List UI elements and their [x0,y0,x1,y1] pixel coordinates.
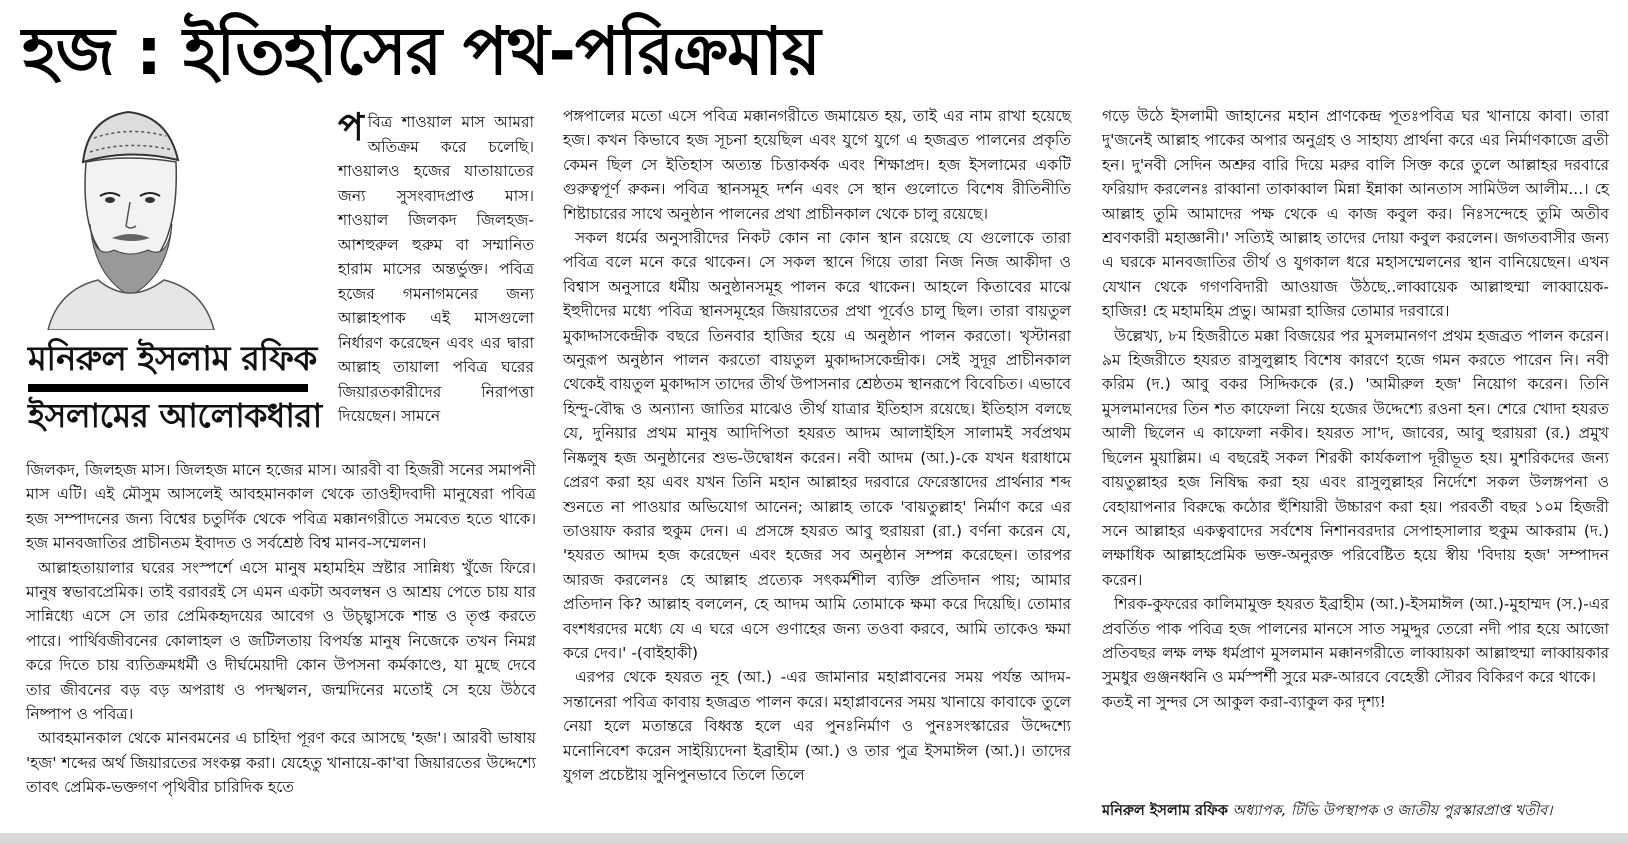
article-column-2 [563,104,1071,787]
byline-divider [28,384,308,392]
credit-name: মনিরুল ইসলাম রফিক [1102,803,1228,819]
paragraph: আবহমানকাল থেকে মানবমনের এ চাহিদা পূরণ করে আসছে 'হজ'। আরবী ভাষায় 'হজ' শব্দের অর্থ জিয়ারতের সংকল্প করা। যেহেতু খানায়ে-কা'বা জিয়ারতের উদ্দেশ্যে তাবৎ প্রেমিক-ভক্তগণ পৃথিবীর চারিদিক হতে [26,729,536,797]
column-title: ইসলামের আলোকধারা [28,396,322,435]
paragraph: শিরক-কুফরের কালিমামুক্ত হযরত ইব্রাহীম (আ.)-ইসমাঈল (আ.)-মুহাম্মদ (স.)-এর প্রবর্তিত পাক পবিত্র হজ পালনের মানসে সাত সমুদ্দুর তেরো নদী পার হয়ে আজো প্রতিবছর লক্ষ লক্ষ ধর্মপ্রাণ মুসলমান মক্কানগরীতে লাব্বায়কা আল্লাহুম্মা লাব্বায়কার সুমধুর গুঞ্জনধ্বনি ও মর্মস্পর্শী সুরে মরু-আরবে বেহেস্তী সৌরব বিকিরণ করে থাকে। [1102,595,1609,687]
intro-paragraph [338,105,534,429]
paragraph: জিলকদ, জিলহজ মাস। জিলহজ মানে হজের মাস। আরবী বা হিজরী সনের সমাপনী মাস এটি। এই মৌসুম আসলেই আবহমানকাল থেকে তাওহীদবাদী মানুষেরা পবিত্র হজ সম্পাদনের জন্য বিশ্বের চতুর্দিক থেকে পবিত্র মক্কানগরীতে সমবেত হতে থাকে। হজ মানবজাতির প্রাচীনতম ইবাদত ও সর্বশ্রেষ্ঠ বিশ্ব মানব-সম্মেলন। [26,461,536,553]
paragraph: উল্লেখ্য, ৮ম হিজরীতে মক্কা বিজয়ের পর মুসলমানগণ প্রথম হজব্রত পালন করেন। ৯ম হিজরীতে হযরত রাসুলুল্লাহ বিশেষ কারণে হজে গমন করতে পারেন নি। নবী করিম (দ.) আবু বকর সিদ্দিককে (র.) 'আমীরুল হজ' নিয়োগ করেন। তিনি মুসলমানদের তিন শত কাফেলা নিয়ে হজের উদ্দেশ্যে রওনা হন। শেরে খোদা হযরত আলী ছিলেন এ কাফেলা নকীব। হযরত সা'দ, জাবের, আবু হুরায়রা (র.) প্রমুখ ছিলেন মুয়াল্লিম। এ বছরেই সকল শিরকী কার্যকলাপ দূরীভূত হয়। মুশরিকদের জন্য বায়তুল্লাহর হজ নিষিদ্ধ করা হয় এবং রাসুলুল্লাহর নির্দেশে সকল উলঙ্গপনা ও বেহায়াপনার বিরুদ্ধে কঠোর হুঁশিয়ারী উচ্চারণ করা হয়। পরবর্তী বছর ১০ম হিজরী সনে আল্লাহর একত্ববাদের সর্বশেষ নিশানবরদার সেপাহসালার হুকুম আকরাম (দ.) লক্ষাধিক আল্লাহপ্রেমিক ভক্ত-অনুরক্ত পরিবেষ্টিত হয়ে স্বীয় 'বিদায় হজ' সম্পাদন করেন। [1102,326,1609,589]
page-bottom-bar [0,833,1628,843]
credit-role: অধ্যাপক, টিভি উপস্থাপক ও জাতীয় পুরস্কারপ্রাপ্ত খতীব। [1227,803,1553,819]
paragraph: গড়ে উঠে ইসলামী জাহানের মহান প্রাণকেন্দ্র পূতঃপবিত্র ঘর খানায়ে কাবা। তারা দু'জনেই আল্লাহ পাকের অপার অনুগ্রহ ও সাহায্য প্রার্থনা করে এর নির্মাণকাজে ব্রতী হন। দু'নবী সেদিন অশ্রুর বারি দিয়ে মরুর বালি সিক্ত করে তুলে আল্লাহর দরবারে ফরিয়াদ করলেনঃ রাব্বানা তাকাব্বাল মিন্না ইন্নাকা আনতাস সামিউল আলীম...। হে আল্লাহ তুমি আমাদের পক্ষ থেকে এ কাজ কবুল কর। নিঃসন্দেহে তুমি অতীব শ্রবণকারী মহাজ্ঞানী।' সত্যিই আল্লাহ তাদের দোয়া কবুল করলেন। জগতবাসীর জন্য এ ঘরকে মানবজাতির তীর্থ ও যুগকাল ধরে মহাসম্মেলনের স্থান বানিয়েছেন। এখন যেখান থেকে গগণবিদারী আওয়াজ উঠছে..লাব্বায়েক আল্লাহুম্মা লাব্বায়েক- হাজির! হে মহামহিম প্রভু। আমরা হাজির তোমার দরবারে। [1102,107,1609,321]
paragraph: আল্লাহতায়ালার ঘরের সংস্পর্শে এসে মানুষ মহামহিম স্রষ্টার সান্নিধ্য খুঁজে ফিরে। মানুষ স্বভাবপ্রেমিক। তাই বরাবরই সে এমন একটা অবলম্বন ও আশ্রয় পেতে চায় যার সান্নিধ্যে এসে সে তার প্রেমিকহৃদয়ের আবেগ ও উচ্ছ্বাসকে শান্ত ও তৃপ্ত করতে পারে। পার্থিবজীবনের কোলাহল ও জটিলতায় বিপর্যস্ত মানুষ নিজেকে তখন নিমগ্ন করে দিতে চায় ব্যতিক্রমধর্মী ও দীর্ঘমেয়াদী কোন উপসনা কর্মকাণ্ডে, যা মুছে দেবে তার জীবনের বড় বড় অপরাধ ও পদস্খলন, জন্মদিনের মতোই সে হয়ে উঠবে নিষ্পাপ ও পবিত্র। [26,558,536,724]
headline: হজ : ইতিহাসের পথ-পরিক্রমায় [22,13,820,90]
dropcap: প [338,105,364,149]
paragraph: এরপর থেকে হযরত নূহ (আ.) -এর জামানার মহাপ্লাবনের সময় পর্যন্ত আদম-সন্তানেরা পবিত্র কাবায় হজব্রত পালন করে। মহাপ্লাবনের সময় খানায়ে কাবাকে তুলে নেয়া হলে মতান্তরে বিধ্বস্ত হলে এর পুনঃনির্মাণ ও পুনঃসংস্কারের উদ্দেশ্যে মনোনিবেশ করেন সাইয়্যিদেনা ইব্রাহীম (আ.) ও তার পুত্র ইসমাঈল (আ.)। তাদের যুগল প্রচেষ্টায় সুনিপুনভাবে তিলে তিলে [563,668,1071,784]
paragraph: সকল ধর্মের অনুসারীদের নিকট কোন না কোন স্থান রয়েছে যে গুলোকে তারা পবিত্র বলে মনে করে থাকেন। সে সকল স্থানে গিয়ে তারা নিজ নিজ আকীদা ও বিশ্বাস অনুসারে ধর্মীয় অনুষ্ঠানসমূহ পালন করে থাকেন। আহলে কিতাবের মাঝে ইহুদীদের মধ্যে পবিত্র স্থানসমূহের জিয়ারতের প্রথা পূর্বেও চালু ছিল। তারা বায়তুল মুকাদ্দাসকেন্দ্রীক বছরে তিনবার হাজির হয়ে এ অনুষ্ঠান পালন করতো। খৃস্টানরা অনুরূপ অনুষ্ঠান পালন করতো বায়তুল মুকাদ্দাসকেন্দ্রীক। সেই সুদূর প্রাচীনকাল থেকেই বায়তুল মুকাদ্দাস তাদের তীর্থ উপাসনার শ্রেষ্ঠতম স্থানরূপে বিবেচিত। এভাবে হিন্দু-বৌদ্ধ ও অন্যান্য জাতির মাঝেও তীর্থ যাত্রার ইতিহাস রয়েছে। ইতিহাস বলছে যে, দুনিয়ার প্রথম মানুষ আদিপিতা হযরত আদম আলাইহিস সালামই সর্বপ্রথম নিষ্কলুষ হজ অনুষ্ঠানের শুভ-উদ্বোধন করেন। নবী আদম (আ.)-কে যখন ধরাধামে প্রেরণ করা হয় এবং যখন তিনি মহান আল্লাহর দরবারে ফেরেস্তাদের প্রার্থনার শব্দ শুনতে না পাওয়ার অভিযোগ আনেন; আল্লাহ তাকে 'বায়তুল্লাহ' নির্মাণ করে এর তাওয়াফ করার হুকুম দেন। এ প্রসঙ্গে হযরত আবু হুরায়রা (রা.) বর্ণনা করেন যে, 'হযরত আদম হজ করেছেন এবং হজের সব অনুষ্ঠান সম্পন্ন করেছেন। তারপর আরজ করলেনঃ হে আল্লাহ প্রত্যেক সৎকর্মশীল ব্যক্তি প্রতিদান পায়; আমার প্রতিদান কি? আল্লাহ বললেন, হে আদম আমি তোমাকে ক্ষমা করে দিয়েছি। তোমার বংশধরদের মধ্যে যে এ ঘরে এসে গুণাহের জন্য তওবা করবে, আমি তাকেও ক্ষমা করে দেব।' -(বাইহাকী) [563,229,1071,662]
article-column-3 [1102,104,1609,714]
paragraph: কতই না সুন্দর সে আকুল করা-ব্যাকুল কর দৃশ্য! [1102,692,1386,711]
paragraph: পঙ্গপালের মতো এসে পবিত্র মক্কানগরীতে জমায়েত হয়, তাই এর নাম রাখা হয়েছে হজ। কখন কিভাবে হজ সূচনা হয়েছিল এবং যুগে যুগে এ হজব্রত পালনের প্রকৃতি কেমন ছিল সে ইতিহাস অত্যন্ত চিত্তাকর্ষক এবং শিক্ষাপ্রদ। হজ ইসলামের একটি গুরুত্বপূর্ণ রুকন। পবিত্র স্থানসমূহ দর্শন এবং সে স্থান গুলোতে বিশেষ রীতিনীতি শিষ্টাচারের সাথে অনুষ্ঠান পালনের প্রথা প্রাচীনকাল থেকে চালু রয়েছে। [563,107,1071,223]
article-column-1 [26,458,536,800]
author-credit [1102,800,1617,822]
author-photo [28,100,220,330]
author-name: মনিরুল ইসলাম রফিক [28,339,317,379]
intro-text: বিত্র শাওয়াল মাস আমরা অতিক্রম করে চলেছি। শাওয়ালও হজের যাতায়াতের জন্য সুসংবাদপ্রাপ্ত মাস। শাওয়াল জিলকদ জিলহজ- আশহুরুল হুরুম বা সম্মানিত হারাম মাসের অন্তর্ভুক্ত। পবিত্র হজের গমনাগমনের জন্য আল্লাহপাক এই মাসগুলো নির্ধারণ করেছেন এবং এর দ্বারা আল্লাহ তায়ালা পবিত্র ঘরের জিয়ারতকারীদের নিরাপত্তা দিয়েছেন। সামনে [338,113,534,425]
